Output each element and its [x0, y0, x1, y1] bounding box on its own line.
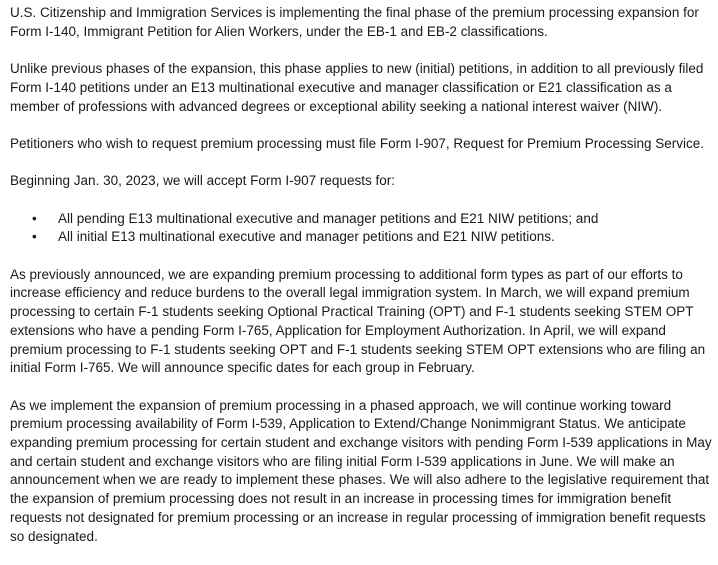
bullet-list	[10, 210, 714, 247]
paragraph-intro: U.S. Citizenship and Immigration Services is implementing the final phase of the premium processing expansion for Form I-140, Immigrant Petition for Alien Workers, under the EB-1 and EB-2 classifications.	[10, 5, 699, 39]
paragraph-phased-approach: As we implement the expansion of premium processing in a phased approach, we will continue working toward premium processing availability of Form I-539, Application to Extend/Change Nonimmigrant Status. We anticipate expanding premium processing for certain student and exchange visitors with pending Form I-539 applications in May and certain student and exchange visitors who are filing initial Form I-539 applications in June. We will make an announcement when we are ready to implement these phases. We will also adhere to the legislative requirement that the expansion of premium processing does not result in an increase in processing times for immigration benefit requests not designated for premium processing or an increase in regular processing of immigration benefit requests so designated.	[10, 397, 712, 544]
bullet-icon: •	[32, 229, 37, 245]
bullet-icon: •	[32, 210, 37, 226]
document-body	[10, 4, 714, 565]
paragraph-expansion-forms: As previously announced, we are expanding premium processing to additional form types as part of our efforts to increase efficiency and reduce burdens to the overall legal immigration system. In March, we will expand premium processing to certain F-1 students seeking Optional Practical Training (OPT) and F-1 students seeking STEM OPT extensions who have a pending Form I-765, Application for Employment Authorization. In April, we will expand premium processing to F-1 students seeking OPT and F-1 students seeking STEM OPT extensions who are filing an initial Form I-765. We will announce specific dates for each group in February.	[10, 266, 706, 376]
list-item	[10, 210, 714, 229]
list-item-text: All pending E13 multinational executive and manager petitions and E21 NIW petitions; and	[58, 210, 599, 226]
paragraph-beginning-date: Beginning Jan. 30, 2023, we will accept Form I-907 requests for:	[10, 173, 395, 189]
paragraph-phase-scope: Unlike previous phases of the expansion, this phase applies to new (initial) petitions, in addition to all previously filed Form I-140 petitions under an E13 multinational executive and manager classification or E21 classification as a member of professions with advanced degrees or exceptional ability seeking a national interest waiver (NIW).	[10, 61, 704, 114]
paragraph-petitioners: Petitioners who wish to request premium processing must file Form I-907, Request for Premium Processing Service.	[10, 135, 705, 151]
list-item	[10, 228, 714, 247]
list-item-text: All initial E13 multinational executive and manager petitions and E21 NIW petitions.	[58, 229, 555, 245]
